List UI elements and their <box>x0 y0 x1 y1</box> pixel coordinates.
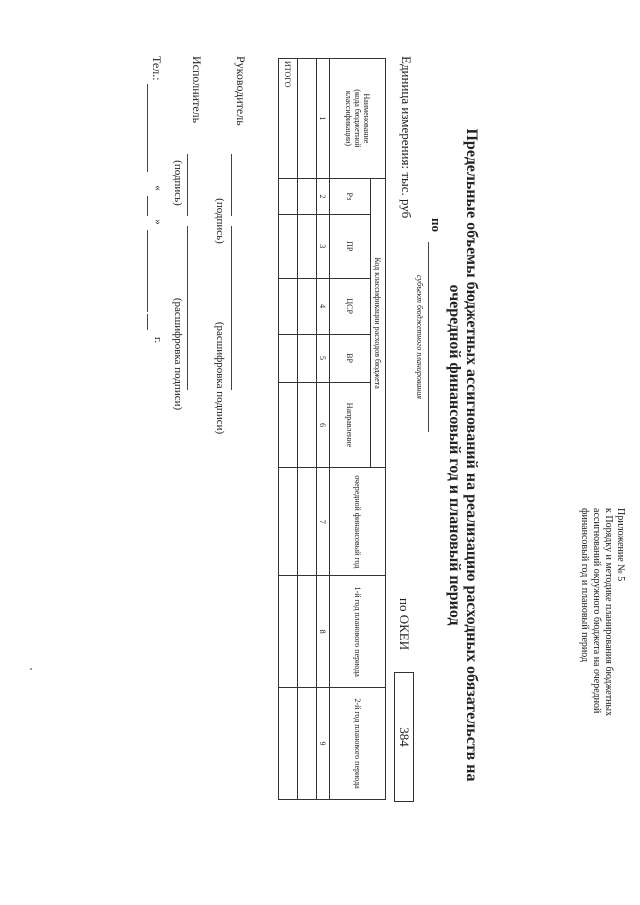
column-number: 2 <box>317 178 330 214</box>
subject-caption: субъект бюджетного планирования <box>415 274 424 399</box>
executor-sign-line <box>187 154 198 216</box>
document-title <box>446 40 480 870</box>
executor-decode-caption: (расшифровка подписи) <box>172 297 184 411</box>
column-header-name-sub: (кода бюджетной классификации) <box>344 89 362 148</box>
phone-line <box>147 84 158 172</box>
table-cell <box>298 688 317 800</box>
column-group-code: Код классификации расходов бюджета <box>371 178 386 468</box>
column-header-pr: ПР <box>330 214 371 278</box>
unit-label: Единица измерения: тыс. руб <box>399 56 414 219</box>
column-number: 9 <box>317 688 330 800</box>
total-label: ИТОГО <box>279 59 298 179</box>
table-cell <box>279 576 298 688</box>
column-header-plan-year-2: 2-й год планового периода <box>330 688 386 800</box>
appendix-line: финансовый год и плановый период <box>579 508 590 663</box>
column-number: 6 <box>317 382 330 468</box>
column-number: 8 <box>317 576 330 688</box>
column-number: 3 <box>317 214 330 278</box>
appendix-header <box>578 508 626 838</box>
column-header-current-year: очередной финансовый год <box>330 468 386 576</box>
table-cell <box>279 178 298 214</box>
appendix-line: к Порядку и методике планирования бюджетных <box>603 508 614 717</box>
head-sign-line <box>231 154 242 216</box>
table-header-row <box>371 59 386 800</box>
date-year-suffix: г. <box>152 336 164 344</box>
phone-label: Тел.: <box>150 56 164 81</box>
subject-underline <box>428 242 429 432</box>
column-number: 7 <box>317 468 330 576</box>
column-header-name <box>330 59 386 179</box>
table-cell <box>279 468 298 576</box>
table-row <box>298 59 317 800</box>
date-day-line <box>147 196 158 216</box>
column-number-row <box>317 59 330 800</box>
table-cell <box>298 468 317 576</box>
table-cell <box>279 688 298 800</box>
okei-label: по ОКЕИ <box>397 598 412 651</box>
executor-decode-line <box>187 226 198 390</box>
table-cell <box>298 59 317 179</box>
head-decode-caption: (расшифровка подписи) <box>214 321 226 435</box>
column-number: 5 <box>317 334 330 382</box>
scan-speck <box>30 668 32 670</box>
column-header-csr: ЦСР <box>330 278 371 334</box>
table-total-row <box>279 59 298 800</box>
table-cell <box>279 334 298 382</box>
okei-code-box: 384 <box>394 672 414 802</box>
column-header-vr: ВР <box>330 334 371 382</box>
column-header-direction: Направление <box>330 382 371 468</box>
title-line: очередной финансовый год и плановый период <box>446 284 463 626</box>
date-quote-open: « <box>152 185 164 191</box>
column-header-plan-year-1: 1-й год планового периода <box>330 576 386 688</box>
table-cell <box>279 278 298 334</box>
title-line: Предельные объемы бюджетных ассигнований на реализацию расходных обязательств на <box>463 128 480 782</box>
subject-po-label: по <box>429 218 444 232</box>
unit-row <box>384 0 414 905</box>
date-quote-close: » <box>152 219 164 225</box>
table-cell <box>279 214 298 278</box>
table-cell <box>298 576 317 688</box>
appendix-line: Приложение № 5 <box>615 508 626 582</box>
date-month-line <box>147 230 158 312</box>
table-cell <box>279 382 298 468</box>
appendix-line: ассигнований окружного бюджета на очередной <box>591 508 602 714</box>
column-header-rz: Рз <box>330 178 371 214</box>
table-cell <box>298 382 317 468</box>
head-decode-line <box>231 226 242 390</box>
signature-block <box>18 56 248 656</box>
executor-sign-caption: (подпись) <box>172 160 184 206</box>
column-number: 1 <box>317 59 330 179</box>
executor-label: Исполнитель <box>190 56 204 124</box>
column-header-name-label: Наименование <box>362 93 371 144</box>
table-cell <box>298 278 317 334</box>
table-cell <box>298 178 317 214</box>
head-label: Руководитель <box>234 56 248 126</box>
table-cell <box>298 214 317 278</box>
table-cell <box>298 334 317 382</box>
column-number: 4 <box>317 278 330 334</box>
date-year-line <box>147 314 158 330</box>
budget-table <box>278 58 386 800</box>
head-sign-caption: (подпись) <box>214 198 226 244</box>
